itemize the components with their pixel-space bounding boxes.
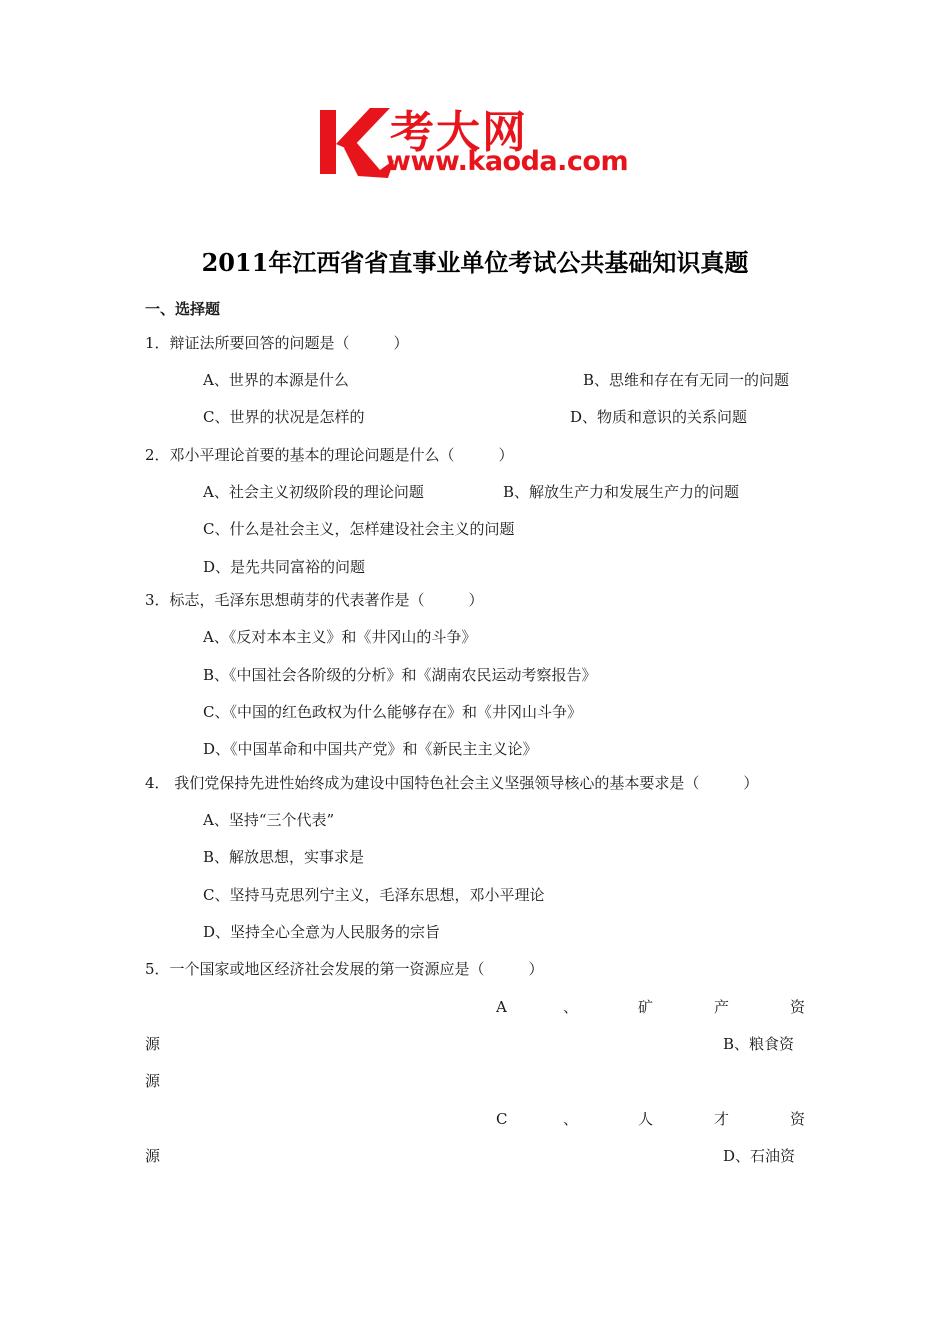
logo-brand-text: 考大网 [390,107,528,158]
question-5-option-b-part: 源 [145,1072,161,1090]
question-5-option-c-part: 、 [563,1110,579,1128]
document-title: 2011年江西省省直事业单位考试公共基础知识真题 [201,248,749,277]
question-1-option-a: A、世界的本源是什么 [203,371,349,389]
question-3-option-c: C、《中国的红色政权为什么能够存在》和《井冈山斗争》 [203,703,582,721]
question-3-option-b: B、《中国社会各阶级的分析》和《湖南农民运动考察报告》 [203,666,597,684]
logo-url-text: www.kaoda.com [386,146,629,177]
question-5-option-d: D、石油资 [723,1147,796,1165]
question-5-option-c-part: 人 [638,1110,654,1128]
question-5-stem: 5．一个国家或地区经济社会发展的第一资源应是（ ） [145,960,544,978]
question-4-option-d: D、坚持全心全意为人民服务的宗旨 [203,923,441,941]
question-2-stem: 2．邓小平理论首要的基本的理论问题是什么（ ） [145,446,514,464]
question-4-option-a: A、坚持“三个代表” [203,811,335,829]
question-5-option-c-part: 源 [145,1147,161,1165]
question-5-option-c-part: C [496,1110,508,1128]
question-5-option-c-part: 才 [714,1110,730,1128]
question-3-option-a: A、《反对本本主义》和《井冈山的斗争》 [203,628,477,646]
question-5-option-a-part: A [496,998,507,1016]
kaoda-logo [318,102,638,182]
question-5-option-b: B、粮食资 [723,1035,795,1053]
question-1-stem: 1．辩证法所要回答的问题是（ ） [145,334,409,352]
question-5-option-a-part: 、 [563,998,579,1016]
question-2-option-c: C、什么是社会主义，怎样建设社会主义的问题 [203,520,515,538]
question-1-option-d: D、物质和意识的关系问题 [570,408,748,426]
question-4-option-b: B、解放思想，实事求是 [203,848,365,866]
section-heading: 一、选择题 [145,300,221,318]
question-4-option-c: C、坚持马克思列宁主义，毛泽东思想，邓小平理论 [203,886,545,904]
question-5-option-c-part: 资 [790,1110,806,1128]
question-5-option-a-part: 源 [145,1035,161,1053]
question-5-option-a-part: 资 [790,998,806,1016]
question-1-option-c: C、世界的状况是怎样的 [203,408,365,426]
question-4-stem: 4． 我们党保持先进性始终成为建设中国特色社会主义坚强领导核心的基本要求是（ ） [145,774,759,792]
question-1-option-b: B、思维和存在有无同一的问题 [583,371,790,389]
question-2-option-b: B、解放生产力和发展生产力的问题 [503,483,740,501]
question-2-option-a: A、社会主义初级阶段的理论问题 [203,483,424,501]
question-2-option-d: D、是先共同富裕的问题 [203,558,366,576]
question-5-option-a-part: 产 [714,998,730,1016]
question-5-option-a-part: 矿 [638,998,654,1016]
question-3-stem: 3．标志，毛泽东思想萌芽的代表著作是（ ） [145,591,484,609]
question-3-option-d: D、《中国革命和中国共产党》和《新民主主义论》 [203,740,538,758]
